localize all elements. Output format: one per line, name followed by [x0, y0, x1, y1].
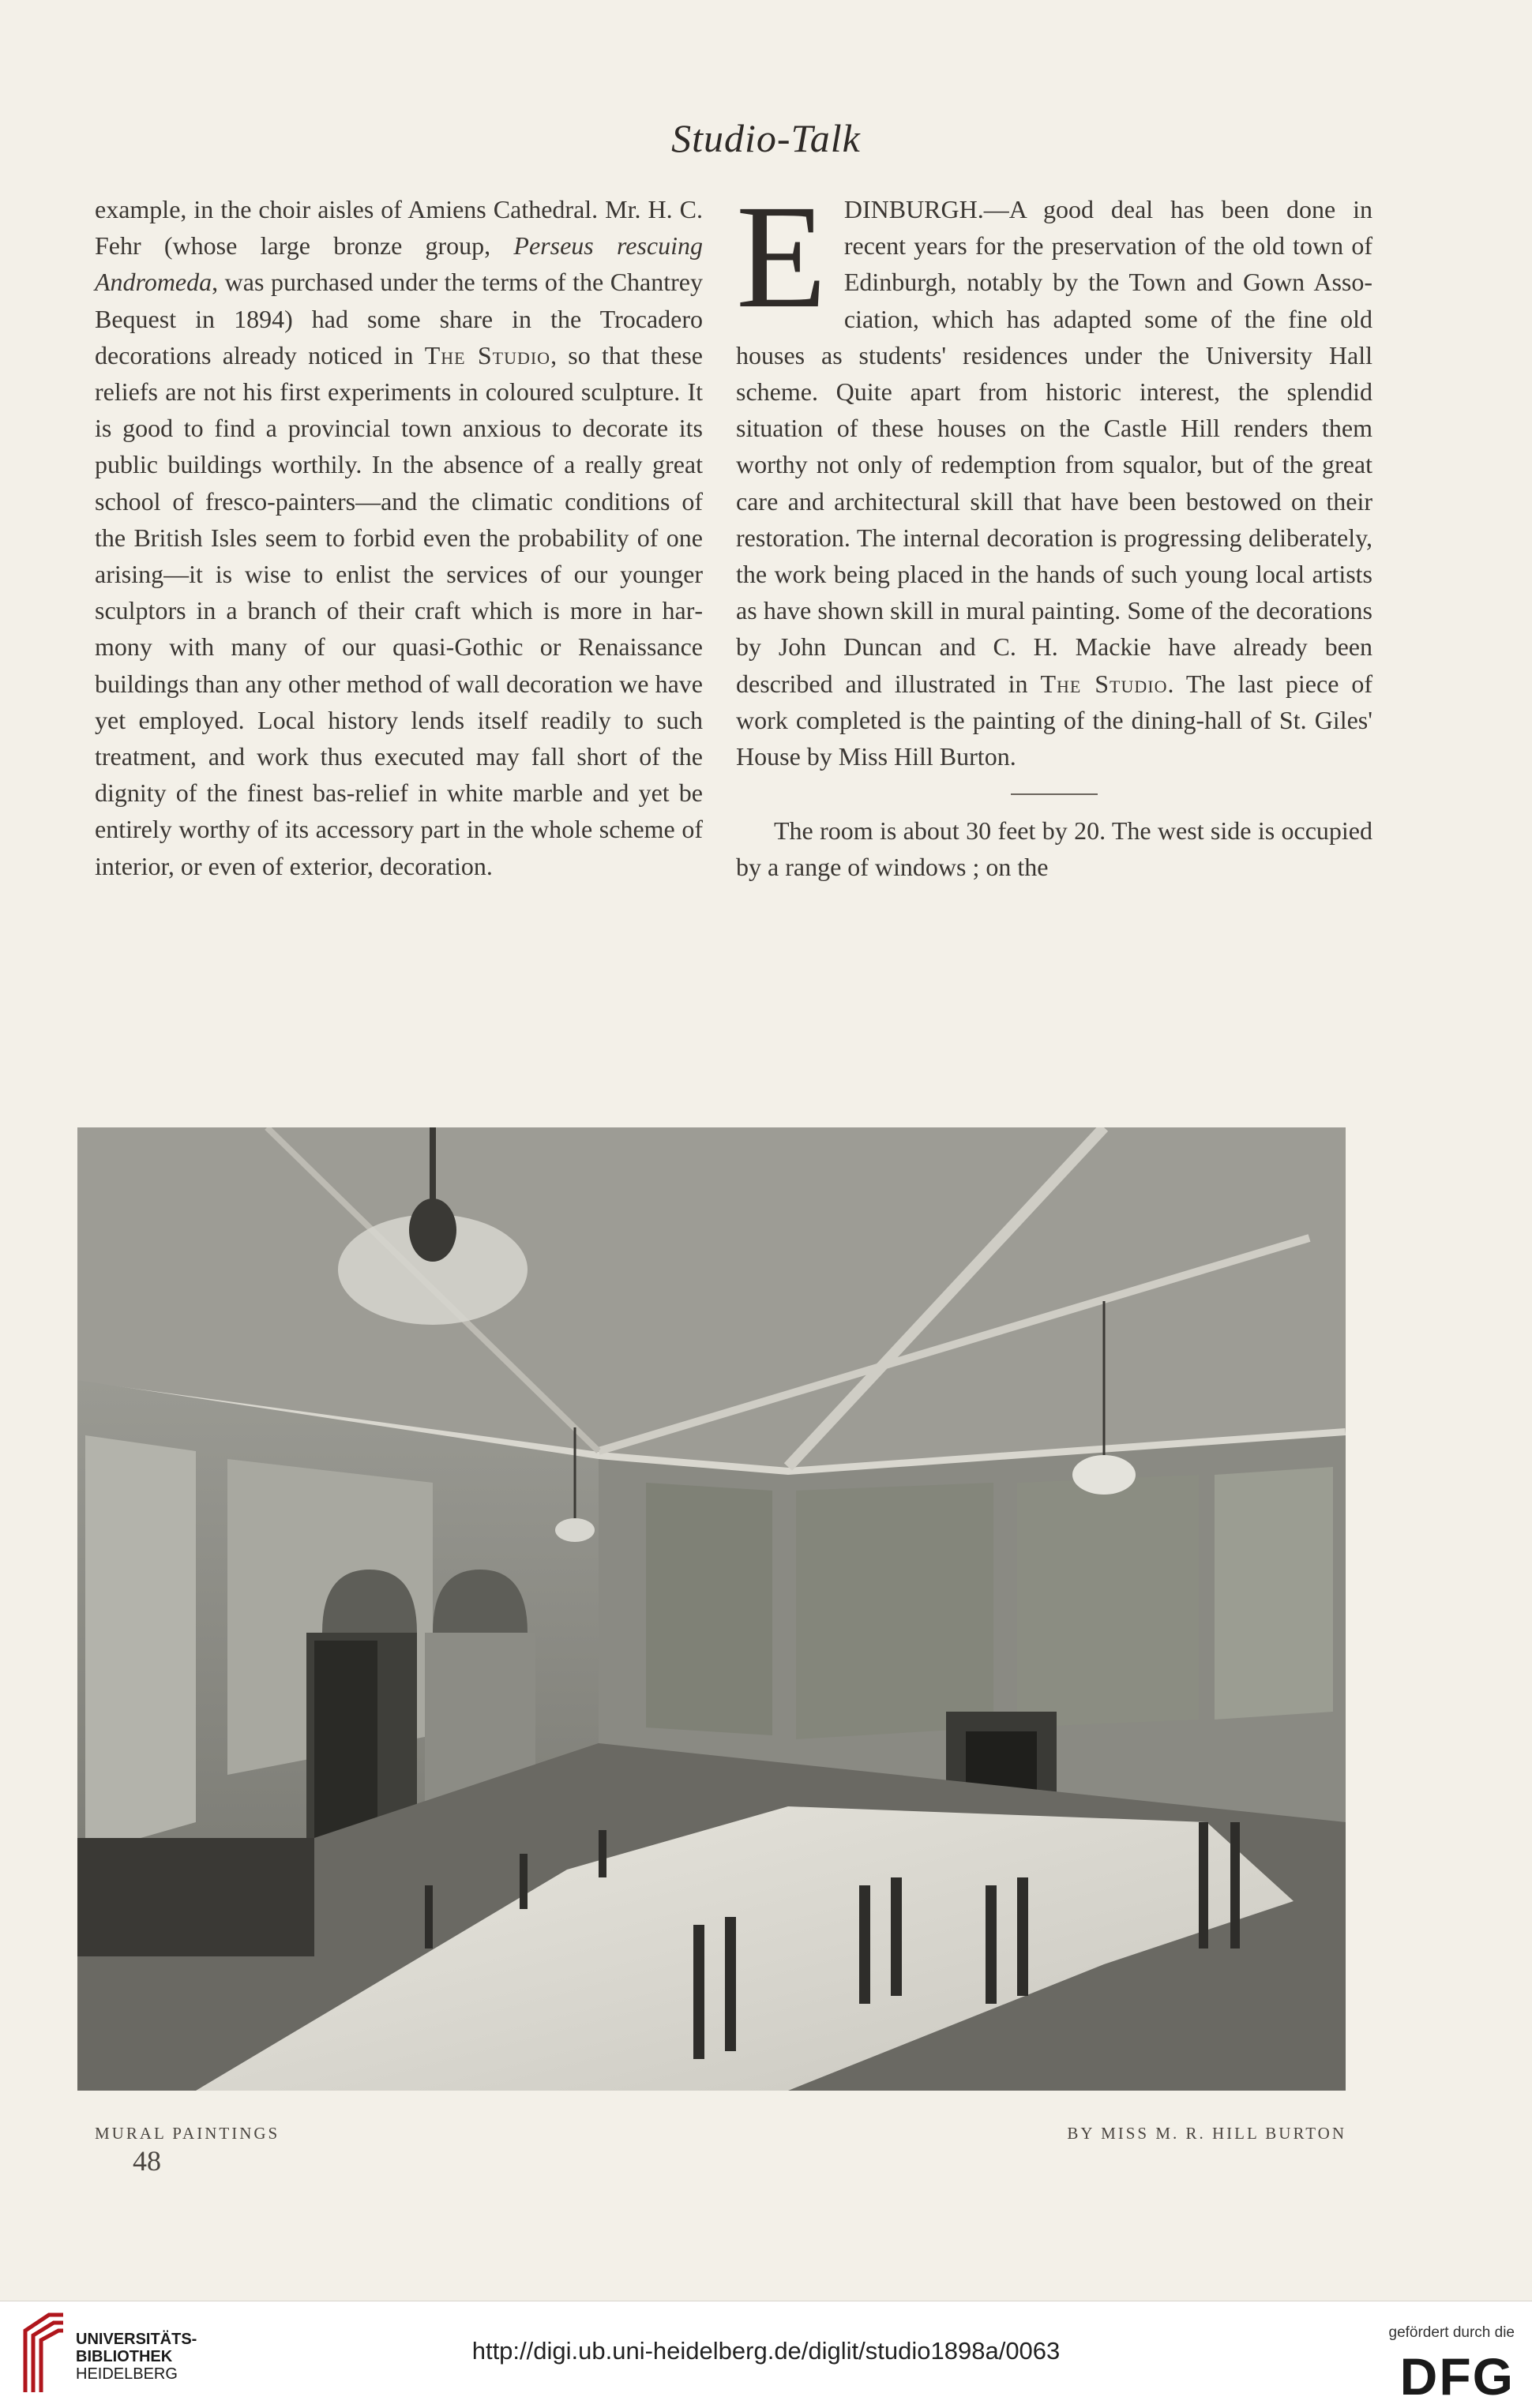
dfg-logo: DFG	[1399, 2347, 1515, 2406]
left-text-2: Mr. H. C. Fehr (whose large bronze group,	[95, 195, 703, 261]
drop-cap: E	[736, 174, 827, 339]
left-column	[95, 191, 703, 884]
left-line-1: example, in the choir aisles of Amiens Cathedral.	[95, 195, 599, 223]
right-text-2: . The last piece of work completed is the painting of the dining-hall of St. Giles' House by Miss Hill Burton.	[736, 669, 1373, 771]
left-text-4: , so that these reliefs are not his first experiments in coloured sculpture. It is good to find a provincial town anxious to decorate its public buildings worthily. In the absence of a really great school of fresco-painters—and the climatic conditions of the British Isles seem to forbid even the probability of one arising—it is wise to enlist the services of our younger sculptors in a branch of their craft which is more in harmony with many of our quasi-Gothic or Renaissance buildings than any other method of wall decoration we have yet employed. Local history lends itself readily to such treatment, and work thus executed may fall short of the dignity of the finest bas-relief in white marble and yet be entirely worthy of its accessory part in the whole scheme of interior, or even of exterior, decoration.	[95, 340, 703, 880]
library-line-2: BIBLIOTHEK	[76, 2348, 173, 2365]
dining-hall-photograph	[77, 1127, 1346, 2091]
funded-by-label: gefördert durch die	[1388, 2324, 1515, 2341]
caption-credit: BY MISS M. R. HILL BURTON	[1067, 2124, 1346, 2143]
photo-illustration	[77, 1127, 1346, 2091]
journal-name-2: The Studio	[1040, 669, 1168, 698]
footer-url-link[interactable]: http://digi.ub.uni-heidelberg.de/diglit/studio1898a/0063	[471, 2337, 1061, 2365]
section-divider	[1011, 793, 1098, 795]
right-paragraph-2: The room is about 30 feet by 20. The west side is occupied by a range of windows ; on the	[736, 816, 1372, 882]
journal-name: The Studio	[424, 340, 551, 369]
right-column	[736, 174, 1373, 886]
artwork-title: Perseus rescuing Andromeda	[95, 231, 703, 297]
caption-title: MURAL PAINTINGS	[95, 2124, 280, 2143]
left-text-3: , was purchased under the terms of the Chantrey Bequest in 1894) had some share in the Trocadero decorations already noticed in	[95, 268, 703, 369]
page-number: 48	[133, 2145, 161, 2177]
library-line-3: HEIDELBERG	[76, 2365, 178, 2383]
right-text-1: DINBURGH.—A good deal has been done in recent years for the preservation of the old town of Edinburgh, notably by the Town and Gown Association, which has adapted some of the fine old houses as students' residences under the University Hall scheme. Quite apart from historic interest, the splendid situation of these houses on the Castle Hill renders them worthy not only of redemption from squalor, but of the great care and architectural skill that have been bestowed on their restoration. The internal decoration is progressing deliberately, the work being placed in the hands of such young local artists as have shown skill in mural painting. Some of the decorations by John Duncan and C. H. Mackie have already been described and illustrated in	[736, 195, 1372, 698]
left-column-text	[95, 191, 703, 884]
right-paragraph-1	[736, 174, 1373, 775]
running-head: Studio-Talk	[671, 116, 861, 160]
library-line-1: UNIVERSITÄTS-	[76, 2331, 197, 2348]
